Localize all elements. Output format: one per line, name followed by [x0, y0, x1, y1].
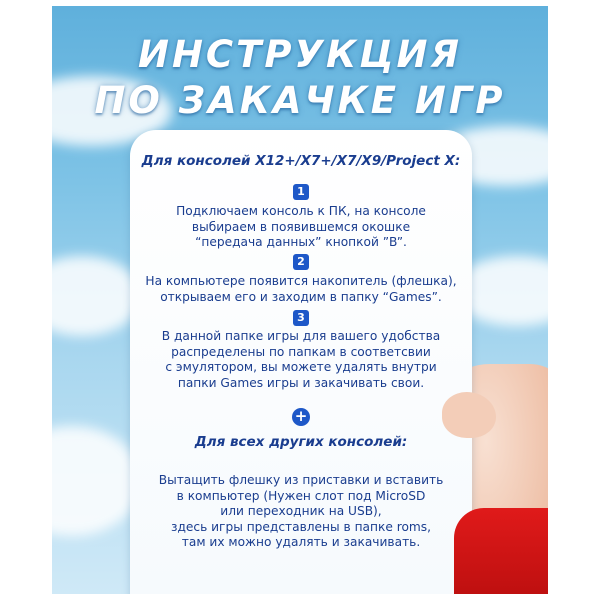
- step-3-line: папки Games игры и закачивать свои.: [177, 375, 425, 390]
- step-1-line: “передача данных” кнопкой ”B”.: [195, 235, 407, 249]
- step-1-text: [136, 204, 466, 251]
- title-line-1: ИНСТРУКЦИЯ: [138, 33, 462, 76]
- step-1-line: выбираем в появившемся окошке: [191, 219, 411, 234]
- step-3-line: с эмулятором, вы можете удалять внутри: [165, 360, 437, 374]
- poster-title: [52, 32, 548, 124]
- step-3-badge: 3: [293, 310, 309, 326]
- section-2-line: в компьютер (Нужен слот под MicroSD: [176, 488, 426, 503]
- step-2-line: На компьютере появится накопитель (флешка),: [145, 274, 457, 288]
- section-2-line: или переходник на USB),: [220, 504, 382, 518]
- step-2-line: открываем его и заходим в папку “Games”.: [160, 289, 442, 304]
- plus-icon: +: [292, 408, 310, 426]
- section-2-heading: Для всех других консолей:: [194, 434, 408, 450]
- step-1-line: Подключаем консоль к ПК, на консоле: [176, 204, 426, 218]
- section-1-heading: Для консолей X12+/X7+/X7/X9/Project X:: [141, 153, 461, 169]
- step-2-text: [136, 274, 466, 305]
- step-3-text: [136, 329, 466, 391]
- step-1-badge: 1: [293, 184, 309, 200]
- thumb-illustration: [442, 392, 496, 438]
- step-3-line: В данной папке игры для вашего удобства: [161, 329, 441, 343]
- title-line-2: ПО ЗАКАЧКЕ ИГР: [94, 79, 506, 122]
- step-3-line: распределены по папкам в соответсвии: [171, 344, 431, 359]
- cloud-decoration: [52, 256, 142, 336]
- section-2-line: там их можно удалять и закачивать.: [181, 535, 421, 549]
- cloud-decoration: [52, 426, 142, 536]
- step-2-badge: 2: [293, 254, 309, 270]
- section-2-text: [136, 473, 466, 551]
- poster: [52, 6, 548, 594]
- section-2-line: здесь игры представлены в папке roms,: [170, 519, 432, 534]
- red-sleeve-illustration: [454, 508, 548, 594]
- section-2-line: Вытащить флешку из приставки и вставить: [158, 473, 444, 487]
